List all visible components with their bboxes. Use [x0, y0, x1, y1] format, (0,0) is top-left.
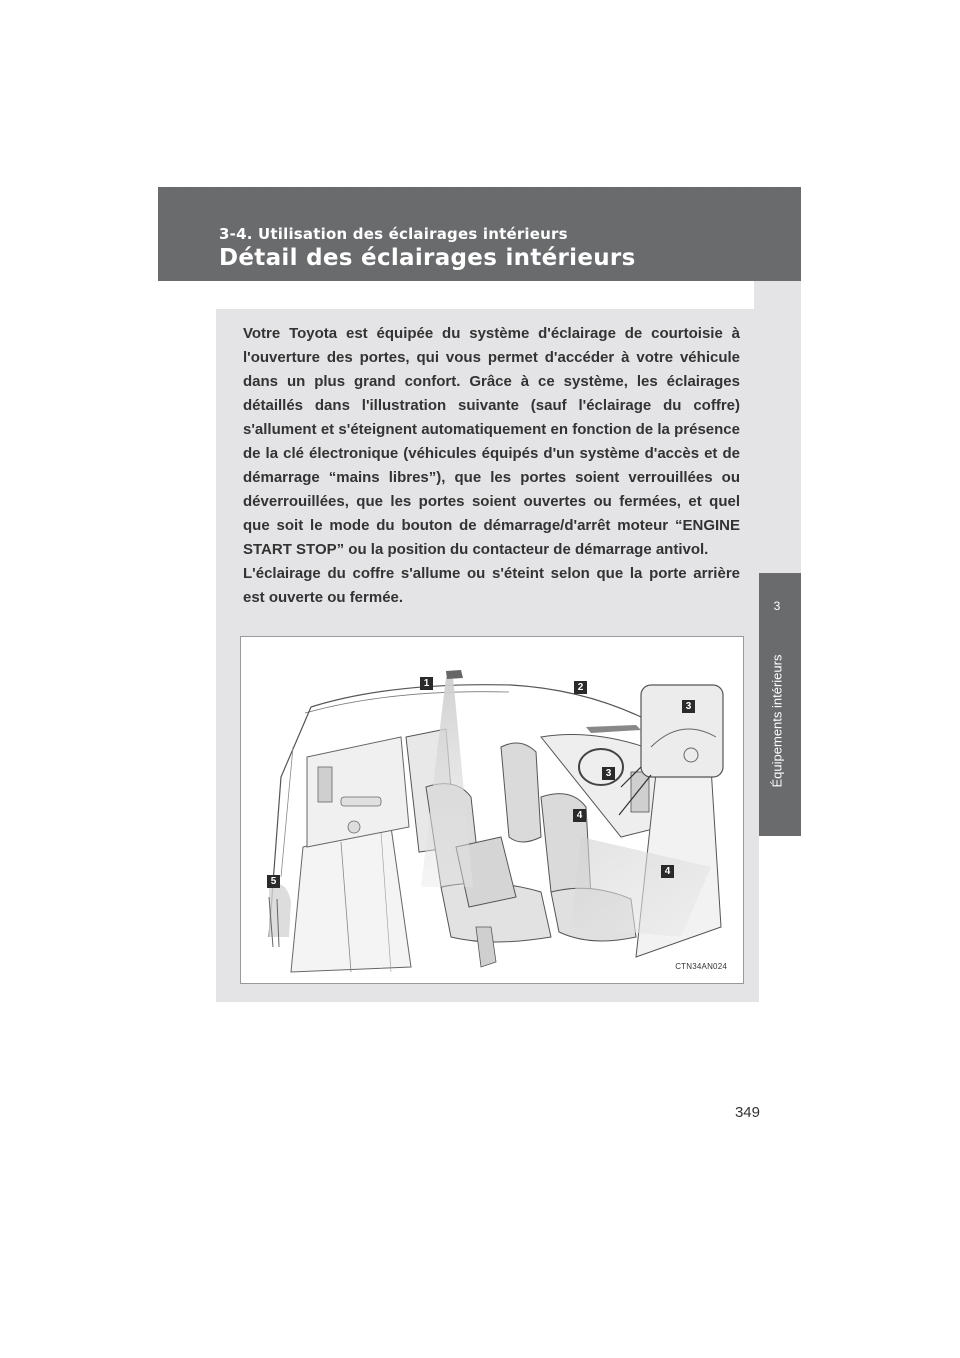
callout-badge-1: 1 — [420, 677, 433, 690]
callout-badge-4-left: 4 — [573, 809, 586, 822]
chapter-number: 3 — [773, 599, 781, 613]
chapter-title: Équipements intérieurs — [769, 654, 785, 788]
car-interior-drawing — [241, 637, 743, 983]
info-box — [216, 309, 759, 1002]
page-title: Détail des éclairages intérieurs — [219, 245, 636, 271]
section-header — [158, 187, 801, 281]
figure-code: CTN34AN024 — [675, 962, 727, 971]
callout-badge-4-right: 4 — [661, 865, 674, 878]
intro-paragraph: Votre Toyota est équipée du système d'éclairage de courtoisie à l'ouverture des portes, qui vous permet d'accéder à votre véhicule dans un plus grand confort. Grâce à ce système, les éclairages détaillés dans l'illustration suivante (sauf l'éclairage du coffre) s'allument et s'éteignent automatiquement en fonction de la présence de la clé électronique (véhicules équipés d'un système d'accès et de démarrage “mains libres”), que les portes soient verrouillées ou déverrouillées, que les portes soient ouvertes ou fermées, et quel que soit le mode du bouton de démarrage/d'arrêt moteur “ENGINE START STOP” ou la position du contacteur de démarrage antivol. — [243, 325, 740, 558]
page-number: 349 — [734, 1104, 760, 1121]
section-label: 3-4. Utilisation des éclairages intérieurs — [219, 225, 568, 243]
callout-badge-2: 2 — [574, 681, 587, 694]
chapter-tab — [753, 573, 801, 836]
callout-badge-5: 5 — [267, 875, 280, 888]
callout-badge-3: 3 — [602, 767, 615, 780]
callout-badge-3-inset: 3 — [682, 700, 695, 713]
trunk-light-paragraph: L'éclairage du coffre s'allume ou s'éteint selon que la porte arrière est ouverte ou fermée. — [243, 565, 740, 606]
interior-lights-illustration — [240, 636, 744, 984]
